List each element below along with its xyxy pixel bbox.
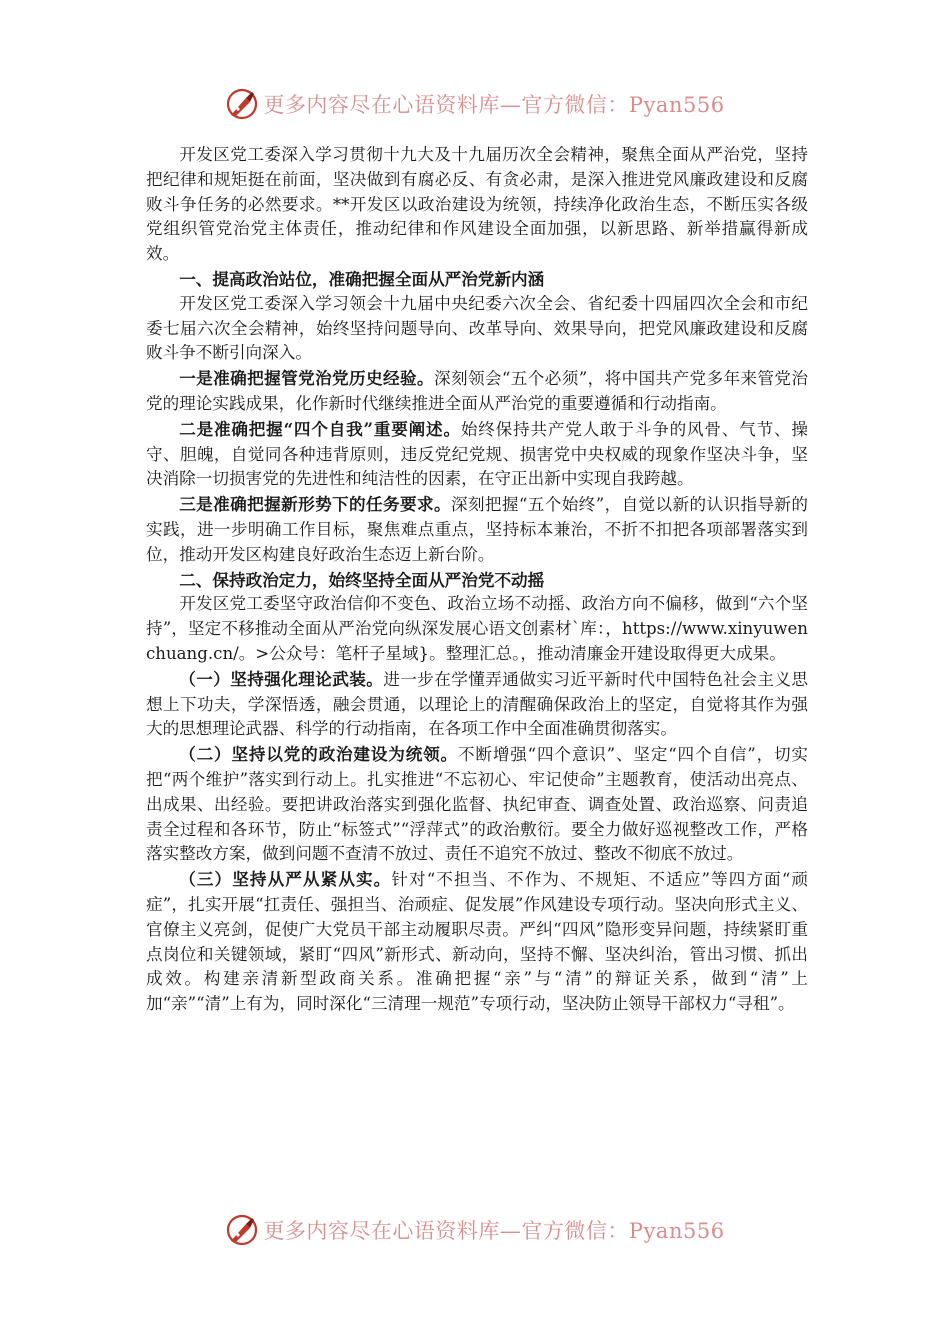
item-3-lead: 三是准确把握新形势下的任务要求。 bbox=[179, 494, 451, 515]
sub-1-paragraph bbox=[146, 667, 808, 742]
pen-nib-circle-icon bbox=[225, 1213, 259, 1247]
intro-paragraph: 开发区党工委深入学习贯彻十九大及十九届历次全会精神，聚焦全面从严治党，坚持把纪律和规矩挺在前面，坚决做到有腐必反、有贪必肃，是深入推进党风廉政建设和反腐败斗争任务的必然要求。**开发区以政治建设为统领，持续净化政治生态，不断压实各级党组织管党治党主体责任，推动纪律和作风建设全面加强，以新思路、新举措赢得新成效。 bbox=[146, 145, 808, 264]
item-1-lead: 一是准确把握管党治党历史经验。 bbox=[179, 368, 434, 389]
item-3-text: 深刻把握“五个始终”，自觉以新的认识指导新的实践，进一步明确工作目标，聚焦难点重点，坚持标本兼治，不折不扣把各项部署落实到位，推动开发区构建良好政治生态迈上新台阶。 bbox=[146, 495, 809, 564]
pen-nib-circle-icon bbox=[225, 87, 259, 121]
item-2-text: 始终保持共产党人敢于斗争的风骨、气节、操守、胆魄，自觉同各种违背原则，违反党纪党规、损害党中央权威的现象作坚决斗争，坚决消除一切损害党的先进性和纯洁性的因素，在守正出新中实现自我跨越。 bbox=[146, 419, 809, 489]
banner-text: 更多内容尽在心语资料库—官方微信：Pyan556 bbox=[263, 93, 725, 117]
header-banner bbox=[0, 82, 950, 126]
section-1-paragraph: 开发区党工委深入学习领会十九届中央纪委六次全会、省纪委十四届四次全会和市纪委七届六次全会精神，始终坚持问题导向、改革导向、效果导向，把党风廉政建设和反腐败斗争不断引向深入。 bbox=[146, 293, 808, 363]
sub-1-lead: （一）坚持强化理论武装。 bbox=[179, 668, 384, 689]
sub-2-paragraph bbox=[146, 742, 808, 867]
item-1-text: 深刻领会“五个必须”，将中国共产党多年来管党治党的理论实践成果，化作新时代继续推进全面从严治党的重要遵循和行动指南。 bbox=[146, 369, 809, 413]
sub-1-text: 进一步在学懂弄通做实习近平新时代中国特色社会主义思想上下功夫，学深悟透，融会贯通，以理论上的清醒确保政治上的坚定，自觉将其作为强大的思想理论武器、科学的行动指南，在各项工作中全面准确贯彻落实。 bbox=[146, 669, 809, 739]
sub-2-lead: （二）坚持以党的政治建设为统领。 bbox=[179, 744, 458, 765]
footer-banner-text: 更多内容尽在心语资料库—官方微信：Pyan556 bbox=[263, 1219, 725, 1243]
sub-3-lead: （三）坚持从严从紧从实。 bbox=[179, 869, 392, 890]
item-2-lead: 二是准确把握“四个自我”重要阐述。 bbox=[179, 418, 461, 439]
footer-banner bbox=[0, 1208, 950, 1252]
sub-3-paragraph bbox=[146, 867, 808, 1017]
section-heading-2: 二、保持政治定力，始终坚持全面从严治党不动摇 bbox=[179, 569, 545, 590]
item-2-paragraph bbox=[146, 417, 808, 492]
item-1-paragraph bbox=[146, 366, 808, 417]
sub-2-text: 不断增强“四个意识”、坚定“四个自信”，切实把“两个维护”落实到行动上。扎实推进“不忘初心、牢记使命”主题教育，使活动出亮点、出成果、出经验。要把讲政治落实到强化监督、执纪审查、调查处置、政治巡察、问责追责全过程和各环节，防止“标签式”“浮萍式”的政治敷衍。要全力做好巡视整改工作，严格落实整改方案，做到问题不查清不放过、责任不追究不放过、整改不彻底不放过。 bbox=[146, 745, 809, 864]
item-3-paragraph bbox=[146, 492, 808, 567]
document-body bbox=[146, 143, 808, 1017]
section-2-paragraph: 开发区党工委坚守政治信仰不变色、政治立场不动摇、政治方向不偏移，做到“六个坚持”，坚定不移推动全面从严治党向纵深发展心语文创素材`库：，https://www.xinyuwenchuang.cn/。>公众号：笔杆子星域}。整理汇总。，推动清廉金开建设取得更大成果。 bbox=[146, 594, 808, 663]
section-heading-1: 一、提高政治站位，准确把握全面从严治党新内涵 bbox=[179, 268, 545, 289]
sub-3-text: 针对“不担当、不作为、不规矩、不适应”等四方面“顽症”，扎实开展“扛责任、强担当、治顽症、促发展”作风建设专项行动。坚决向形式主义、官僚主义亮剑，促使广大党员干部主动履职尽责。严纠“四风”隐形变异问题，持续紧盯重点岗位和关键领域，紧盯“四风”新形式、新动向，坚持不懈、坚决纠治，管出习惯、抓出成效。构建亲清新型政商关系。准确把握“亲”与“清”的辩证关系，做到“清”上加“亲”“清”上有为，同时深化“三清理一规范”专项行动，坚决防止领导干部权力“寻租”。 bbox=[146, 870, 809, 1014]
